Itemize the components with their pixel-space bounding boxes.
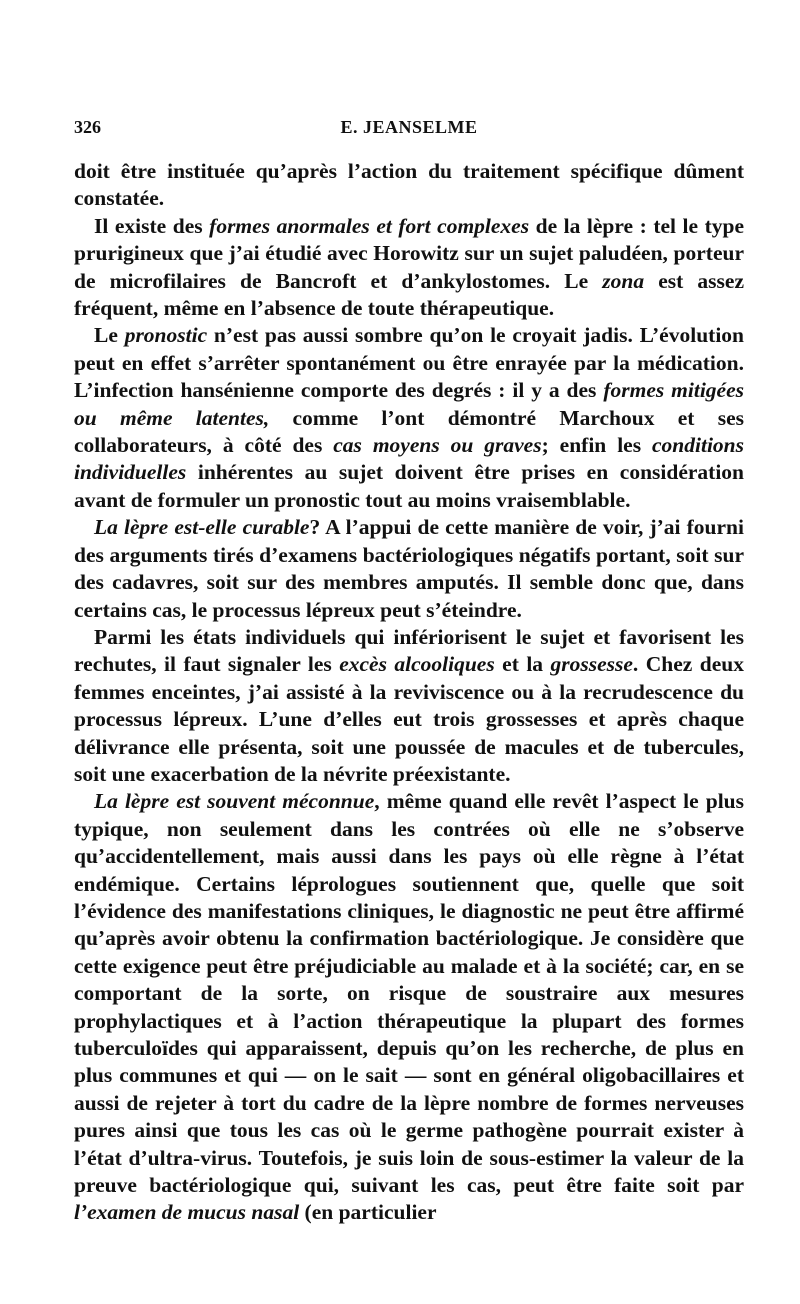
italic-run: formes anormales et fort complexes: [209, 213, 530, 238]
italic-run: zona: [602, 268, 645, 293]
paragraph-4: [74, 514, 744, 624]
text-run: , même quand elle revêt l’aspect le plus typique, non seulement dans les contrées où elle ne s’observe qu’accidentellement, mais aussi dans les pays où elle règne à l’état endémique. Certains léprologues soutiennent que, quelle que soit l’évidence des manifestations cliniques, le diagnostic ne peut être affirmé qu’après avoir obtenu la confirmation bactériologique. Je considère que cette exigence peut être préjudiciable au malade et à la société; car, en se comportant de la sorte, on risque de soustraire aux mesures prophylactiques et à l’action thérapeutique la plupart des formes tuberculoïdes qui apparaissent, depuis qu’on les recherche, de plus en plus communes et qui — on le sait — sont en général oligobacillaires et aussi de rejeter à tort du cadre de la lèpre nombre de formes nerveuses pures ainsi que tous les cas où le germe pathogène pourrait exister à l’état d’ultra-virus. Toutefois, je suis loin de sous-estimer la valeur de la preuve bactériologique qui, suivant les cas, peut être faite soit par: [74, 789, 745, 1198]
italic-run: La lèpre est souvent méconnue: [94, 789, 375, 814]
running-head: E. JEANSELME: [340, 117, 478, 137]
text-run: n’est pas aussi sombre qu’on le croyait jadis. L’évolution peut en effet s’arrêter spontanément ou être enrayée par la médication. L’infection hansénienne comporte des degrés : il y a des: [74, 323, 744, 403]
text-run: est assez fréquent, même en l’absence de toute thérapeutique.: [74, 268, 744, 321]
text-run: ; enfin les: [541, 433, 652, 458]
text-run: inhérentes au sujet doivent être prises en considération avant de formuler un pronostic tout au moins vraisemblable.: [74, 460, 744, 512]
paragraph-1: [74, 158, 744, 213]
italic-run: cas moyens ou graves: [333, 433, 542, 458]
page-number: 326: [74, 117, 101, 137]
text-run: doit être instituée qu’après l’action du traitement spécifique dûment constatée.: [74, 159, 744, 211]
paragraph-5: [74, 624, 744, 788]
body-text: [74, 158, 744, 1227]
italic-run: l’examen de mucus nasal: [74, 1200, 300, 1225]
text-run: Le: [94, 323, 125, 348]
italic-run: pronostic: [124, 323, 208, 348]
italic-run: grossesse: [550, 652, 633, 677]
paragraph-2: [74, 213, 744, 323]
italic-run: excès alcooliques: [339, 652, 495, 677]
italic-run: conditions individuelles: [74, 433, 744, 485]
text-run: et la: [494, 652, 551, 677]
italic-run: formes mitigées ou même latentes,: [74, 378, 744, 430]
text-run: (en particulier: [299, 1200, 437, 1225]
paragraph-3: [74, 322, 744, 514]
italic-run: La lèpre est-elle curable: [94, 515, 310, 540]
text-run: de la lèpre : tel le type prurigineux que j’ai étudié avec Horowitz sur un sujet paludéen, porteur de microfilaires de Bancroft et d’ankylostomes. Le: [74, 213, 744, 293]
paragraph-6: [74, 788, 744, 1227]
page-header: [74, 117, 744, 145]
text-run: Parmi les états individuels qui infériorisent le sujet et favorisent les rechutes, il faut signaler les: [74, 624, 744, 677]
text-run: ? A l’appui de cette manière de voir, j’ai fourni des arguments tirés d’examens bactériologiques négatifs portant, soit sur des cadavres, soit sur des membres amputés. Il semble donc que, dans certains cas, le processus lépreux peut s’éteindre.: [74, 515, 744, 622]
text-run: Il existe des: [94, 213, 210, 238]
text-run: comme l’ont démontré Marchoux et ses collaborateurs, à côté des: [74, 405, 744, 458]
text-run: . Chez deux femmes enceintes, j’ai assisté à la reviviscence ou à la recrudescence du processus lépreux. L’une d’elles eut trois grossesses et après chaque délivrance elle présenta, soit une poussée de macules et de tubercules, soit une exacerbation de la névrite préexistante.: [74, 652, 744, 786]
